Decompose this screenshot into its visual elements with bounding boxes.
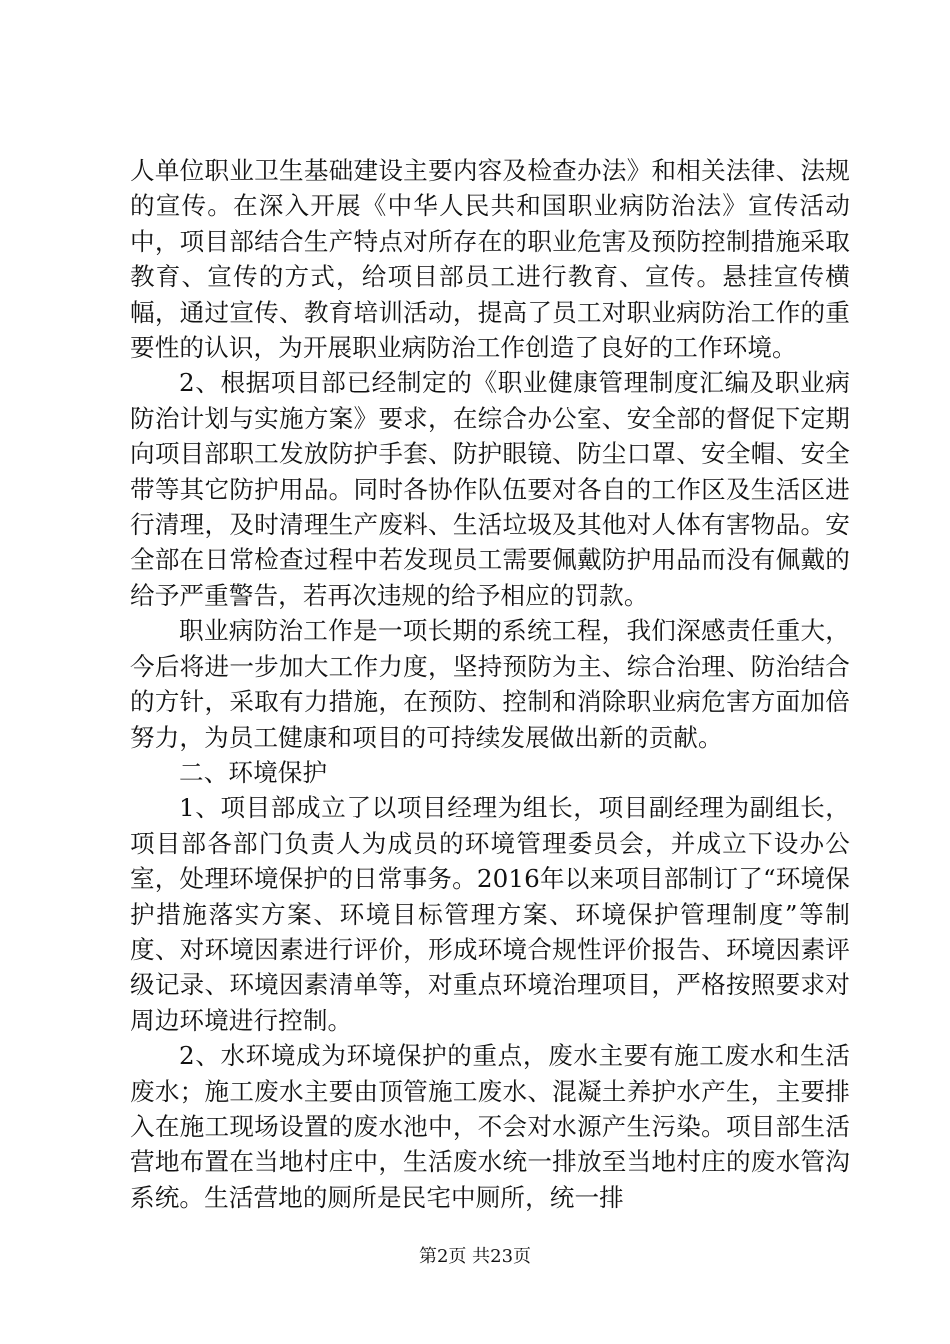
page-number-footer: 第2页 共23页 — [418, 1246, 532, 1267]
paragraph-occupational-disease-summary: 职业病防治工作是一项长期的系统工程，我们深感责任重大，今后将进一步加大工作力度，坚持预防为主、综合治理、防治结合的方针，采取有力措施，在预防、控制和消除职业病危害方面加倍努力，为员工健康和项目的可持续发展做出新的贡献。 — [130, 616, 850, 752]
paragraph-water-environment: 2、水环境成为环境保护的重点，废水主要有施工废水和生活废水；施工废水主要由顶管施工废水、混凝土养护水产生，主要排入在施工现场设置的废水池中，不会对水源产生污染。项目部生活营地布置在当地村庄中，生活废水统一排放至当地村庄的废水管沟系统。生活营地的厕所是民宅中厕所，统一排 — [130, 1041, 850, 1212]
document-body — [130, 153, 850, 1215]
paragraph-continued-legal-propaganda: 人单位职业卫生基础建设主要内容及检查办法》和相关法律、法规的宣传。在深入开展《中华人民共和国职业病防治法》宣传活动中，项目部结合生产特点对所存在的职业危害及预防控制措施采取教育、宣传的方式，给项目部员工进行教育、宣传。悬挂宣传横幅，通过宣传、教育培训活动，提高了员工对职业病防治工作的重要性的认识，为开展职业病防治工作创造了良好的工作环境。 — [130, 156, 850, 363]
paragraph-environment-committee: 1、项目部成立了以项目经理为组长，项目副经理为副组长，项目部各部门负责人为成员的环境管理委员会，并成立下设办公室，处理环境保护的日常事务。2016年以来项目部制订了“环境保护措施落实方案、环境目标管理方案、环境保护管理制度”等制度、对环境因素进行评价，形成环境合规性评价报告、环境因素评级记录、环境因素清单等，对重点环境治理项目，严格按照要求对周边环境进行控制。 — [130, 793, 850, 1035]
paragraph-protective-equipment: 2、根据项目部已经制定的《职业健康管理制度汇编及职业病防治计划与实施方案》要求，在综合办公室、安全部的督促下定期向项目部职工发放防护手套、防护眼镜、防尘口罩、安全帽、安全带等其它防护用品。同时各协作队伍要对各自的工作区及生活区进行清理，及时清理生产废料、生活垃圾及其他对人体有害物品。安全部在日常检查过程中若发现员工需要佩戴防护用品而没有佩戴的给予严重警告，若再次违规的给予相应的罚款。 — [130, 368, 850, 610]
section-heading-environmental-protection: 二、环境保护 — [179, 757, 328, 787]
